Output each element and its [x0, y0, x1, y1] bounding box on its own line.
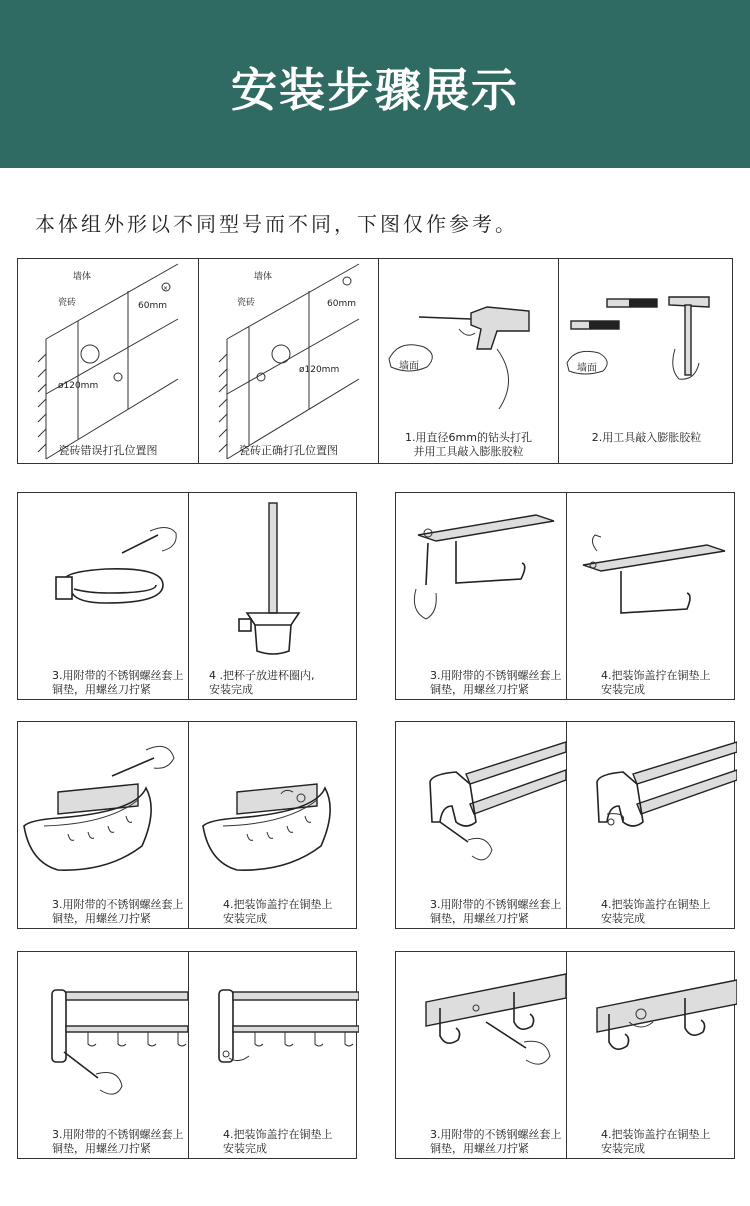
step3-panel — [396, 493, 566, 699]
step4-panel — [566, 722, 736, 928]
dim-60-label: 60mm — [138, 301, 167, 311]
header-banner — [0, 0, 750, 168]
step4-caption: 4.把装饰盖拧在铜垫上 安装完成 — [223, 898, 333, 925]
group-corner-basket — [17, 721, 357, 929]
caption-drill-step: 1.用直径6mm的钻头打孔 并用工具敲入膨胀胶粒 — [405, 431, 532, 458]
wall-label: 墙体 — [254, 272, 273, 282]
panel-hammer-step — [558, 259, 734, 463]
step3-panel — [18, 952, 188, 1158]
hook-rail-cover-illustration — [567, 952, 737, 1122]
tile-label: 瓷砖 — [237, 298, 256, 308]
panel-correct-position — [198, 259, 378, 463]
step3-caption: 3.用附带的不锈钢螺丝套上 铜垫，用螺丝刀拧紧 — [52, 898, 184, 925]
cup-ring-screw-illustration — [18, 493, 188, 663]
step3-caption: 3.用附带的不锈钢螺丝套上 铜垫，用螺丝刀拧紧 — [52, 1128, 184, 1155]
step3-caption: 3.用附带的不锈钢螺丝套上 铜垫，用螺丝刀拧紧 — [430, 1128, 562, 1155]
step3-panel — [396, 952, 566, 1158]
hook-rail-screw-illustration — [396, 952, 566, 1122]
wall-surface-label: 墙面 — [399, 361, 419, 372]
rack-screw-illustration — [18, 952, 188, 1122]
panel-wrong-position — [18, 259, 198, 463]
panel-drill-step — [378, 259, 558, 463]
step4-caption: 4.把装饰盖拧在铜垫上 安装完成 — [601, 669, 711, 696]
step4-caption: 4 .把杯子放进杯圈内, 安装完成 — [209, 669, 315, 696]
step4-panel — [188, 952, 358, 1158]
paper-holder-screw-illustration — [396, 493, 566, 663]
wall-diagram-wrong — [18, 259, 198, 465]
model-note: 本体组外形以不同型号而不同，下图仅作参考。 — [35, 212, 518, 236]
step4-panel — [188, 493, 358, 699]
step4-caption: 4.把装饰盖拧在铜垫上 安装完成 — [601, 898, 711, 925]
group-towel-rack — [17, 951, 357, 1159]
dim-120-label: ø120mm — [299, 365, 340, 375]
step3-panel — [18, 493, 188, 699]
caption-wrong-position: 瓷砖错误打孔位置图 — [58, 444, 158, 457]
wall-surface-label: 墙面 — [577, 363, 597, 374]
page-title: 安装步骤展示 — [231, 63, 519, 117]
paper-holder-cover-illustration — [567, 493, 737, 663]
svg-text:×: × — [163, 285, 169, 292]
group-paper-holder — [395, 492, 735, 700]
step4-panel — [566, 493, 736, 699]
step4-panel — [566, 952, 736, 1158]
dim-120-label: ø120mm — [58, 381, 99, 391]
wall-diagram-correct — [199, 259, 379, 465]
step3-caption: 3.用附带的不锈钢螺丝套上 铜垫，用螺丝刀拧紧 — [430, 898, 562, 925]
basket-screw-illustration — [18, 722, 188, 892]
drilling-steps-grid — [17, 258, 733, 464]
step4-panel — [188, 722, 358, 928]
step4-caption: 4.把装饰盖拧在铜垫上 安装完成 — [601, 1128, 711, 1155]
rack-cover-illustration — [189, 952, 359, 1122]
towel-bar-screw-illustration — [396, 722, 566, 892]
caption-hammer-step: 2.用工具敲入膨胀胶粒 — [591, 431, 702, 444]
step3-panel — [396, 722, 566, 928]
step3-caption: 3.用附带的不锈钢螺丝套上 铜垫，用螺丝刀拧紧 — [430, 669, 562, 696]
step3-panel — [18, 722, 188, 928]
caption-correct-position: 瓷砖正确打孔位置图 — [239, 444, 338, 457]
dim-60-label: 60mm — [327, 299, 356, 309]
tile-label: 瓷砖 — [58, 298, 77, 308]
group-towel-bar — [395, 721, 735, 929]
group-cup-holder — [17, 492, 357, 700]
step3-caption: 3.用附带的不锈钢螺丝套上 铜垫，用螺丝刀拧紧 — [52, 669, 184, 696]
cup-holder-complete-illustration — [189, 493, 359, 663]
wall-label: 墙体 — [73, 272, 92, 282]
step4-caption: 4.把装饰盖拧在铜垫上 安装完成 — [223, 1128, 333, 1155]
basket-cover-illustration — [189, 722, 359, 892]
towel-bar-cover-illustration — [567, 722, 737, 892]
group-hook-rail — [395, 951, 735, 1159]
